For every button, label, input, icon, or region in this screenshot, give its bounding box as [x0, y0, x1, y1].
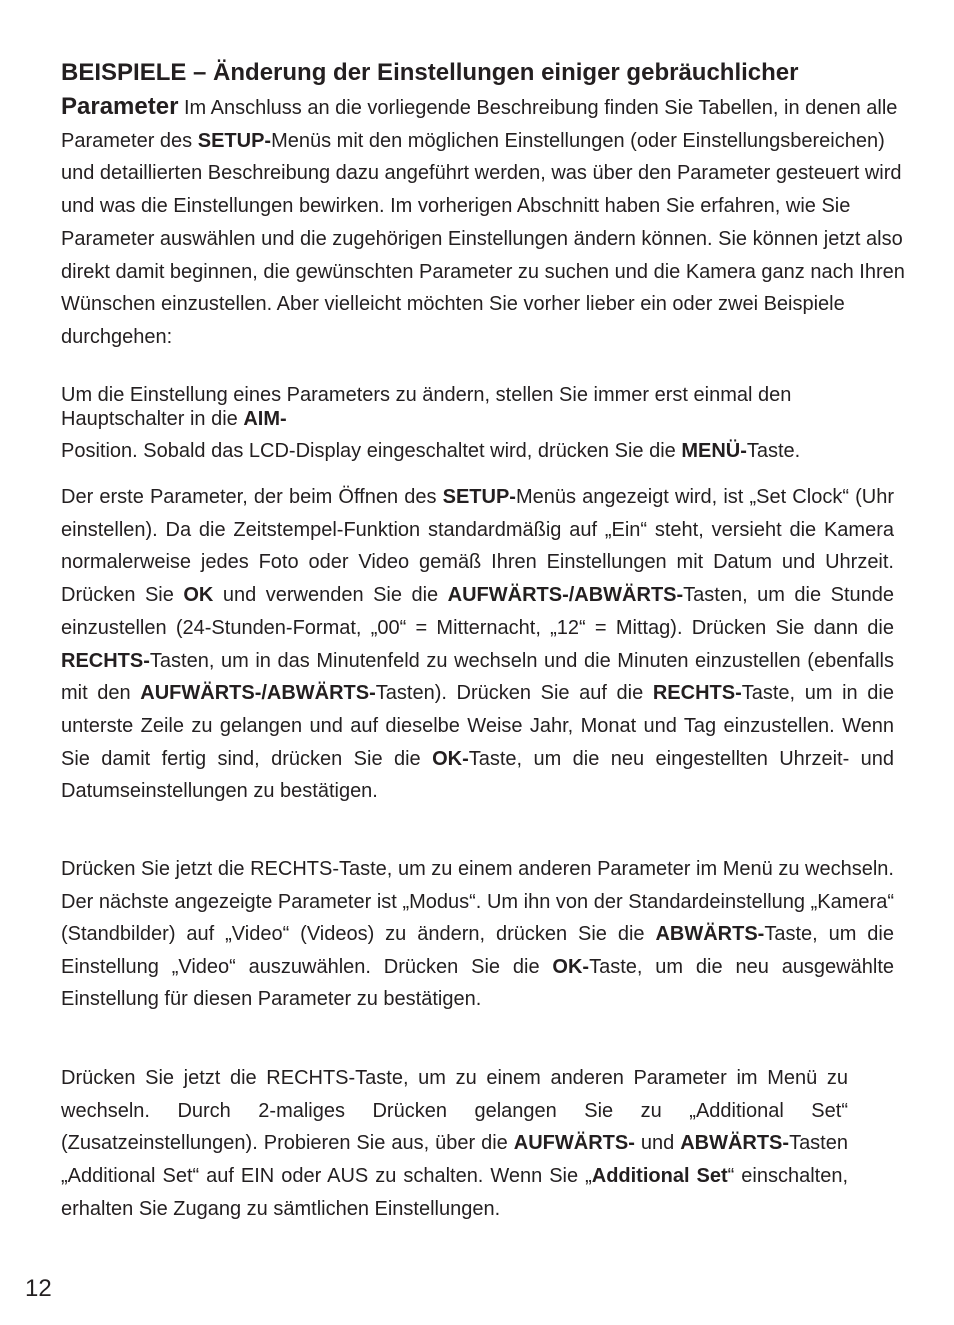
para1-bold-updown-2: AUFWÄRTS-/ABWÄRTS- [140, 682, 376, 705]
para2-text-1: Drücken Sie jetzt die RECHTS-Taste, um zu einem anderen Parameter im Menü zu wechseln. Der nächste angezeigte Parameter ist „Modus“. Um ihn von der Standardeinstellung „Kamera“ (Standbilder) auf „Video“ (Videos) zu ändern, drücken Sie die [61, 858, 894, 945]
position-text-2: Taste. [746, 440, 801, 462]
position-bold-menu: MENÜ- [681, 440, 747, 462]
para1-text-2: Menüs angezeigt wird, ist „Set Clock“ (Uhr einstellen). Da die Zeitstempel-Funktion standardmäßig auf „Ein“ steht, versieht die Kamera normalerweise jedes Foto oder Video gemäß Ihren Einstellungen mit Datum und Uhrzeit. Drücken Sie [61, 486, 894, 607]
para3-bold-down: ABWÄRTS- [680, 1132, 790, 1155]
aim-paragraph [61, 383, 911, 431]
para3-text-2: und [634, 1132, 681, 1155]
para1-bold-ok-2: OK- [432, 747, 469, 770]
para1-text-7: Taste, um in die unterste Zeile zu gelangen und auf dieselbe Weise Jahr, Monat und Tag einzustellen. Wenn Sie damit fertig sind, drücken Sie die [61, 682, 894, 770]
para2-text-2: Taste, um die Einstellung „Video“ auszuwählen. Drücken Sie die [61, 923, 894, 978]
intro-paragraph [61, 91, 911, 354]
para1-text-1: Der erste Parameter, der beim Öffnen des [61, 486, 443, 508]
para3-text-1: Drücken Sie jetzt die RECHTS-Taste, um zu einem anderen Parameter im Menü zu wechseln. Durch 2-maliges Drücken gelangen Sie zu „Additional Set“ (Zusatzeinstellungen). Probieren Sie aus, über die [61, 1067, 848, 1155]
set-clock-paragraph [61, 481, 894, 808]
intro-text-1: Im Anschluss an die vorliegende Beschreibung finden Sie Tabellen, in denen alle Parameter des [61, 97, 898, 152]
para1-text-4: Tasten, um die Stunde einzustellen (24-Stunden-Format, „00“ = Mitternacht, „12“ = Mittag). Drücken Sie dann die [61, 584, 894, 639]
intro-text-2: Menüs mit den möglichen Einstellungen (oder Einstellungsbereichen) und detaillierten Beschreibung dazu angeführt werden, was über den Parameter gesteuert wird und was die Einstellungen bewirken. Im vorherigen Abschnitt haben Sie erfahren, wie Sie Parameter auswählen und die zugehörigen Einstellungen ändern können. Sie können jetzt also direkt damit beginnen, die gewünschten Parameter zu suchen und die Kamera ganz nach Ihren Wünschen einzustellen. Aber vielleicht möchten Sie vorher lieber ein oder zwei Beispiele durchgehen: [61, 129, 905, 348]
intro-lead-word: Parameter [61, 93, 179, 120]
aim-bold-aim: AIM- [243, 408, 287, 430]
para1-text-6: Tasten). Drücken Sie auf die [375, 682, 653, 705]
para3-bold-up: AUFWÄRTS- [513, 1132, 635, 1155]
additional-set-paragraph [61, 1062, 848, 1226]
position-text-1: Position. Sobald das LCD-Display eingeschaltet wird, drücken Sie die [61, 440, 682, 462]
para3-text-3: Tasten „Additional Set“ auf EIN oder AUS zu schalten. Wenn Sie „ [61, 1132, 848, 1188]
para2-text-3: Taste, um die neu ausgewählte Einstellung für diesen Parameter zu bestätigen. [61, 955, 894, 1010]
para2-bold-down: ABWÄRTS- [655, 923, 765, 945]
para1-bold-updown: AUFWÄRTS-/ABWÄRTS- [447, 584, 684, 607]
para1-bold-right: RECHTS- [61, 649, 150, 672]
position-paragraph [61, 438, 931, 464]
para1-text-5: Tasten, um in das Minutenfeld zu wechseln und die Minuten einzustellen (ebenfalls mit den [61, 649, 894, 705]
para1-bold-setup: SETUP- [442, 486, 516, 508]
para2-bold-ok: OK- [552, 955, 590, 978]
para1-bold-right-2: RECHTS- [652, 682, 742, 705]
para1-bold-ok: OK [183, 584, 214, 607]
para3-text-4: “ einschalten, erhalten Sie Zugang zu sämtlichen Einstellungen. [61, 1165, 848, 1220]
para1-text-8: Taste, um die neu eingestellten Uhrzeit- und Datumseinstellungen zu bestätigen. [61, 747, 894, 803]
aim-text-1: Um die Einstellung eines Parameters zu ändern, stellen Sie immer erst einmal den Hauptschalter in die [61, 384, 792, 430]
mode-paragraph [61, 853, 894, 1016]
section-heading: BEISPIELE – Änderung der Einstellungen einiger gebräuchlicher [61, 59, 799, 86]
para3-bold-additional-set: Additional Set [591, 1165, 728, 1188]
page-number: 12 [25, 1275, 52, 1302]
intro-bold-setup: SETUP- [197, 129, 272, 152]
para1-text-3: und verwenden Sie die [213, 584, 448, 607]
